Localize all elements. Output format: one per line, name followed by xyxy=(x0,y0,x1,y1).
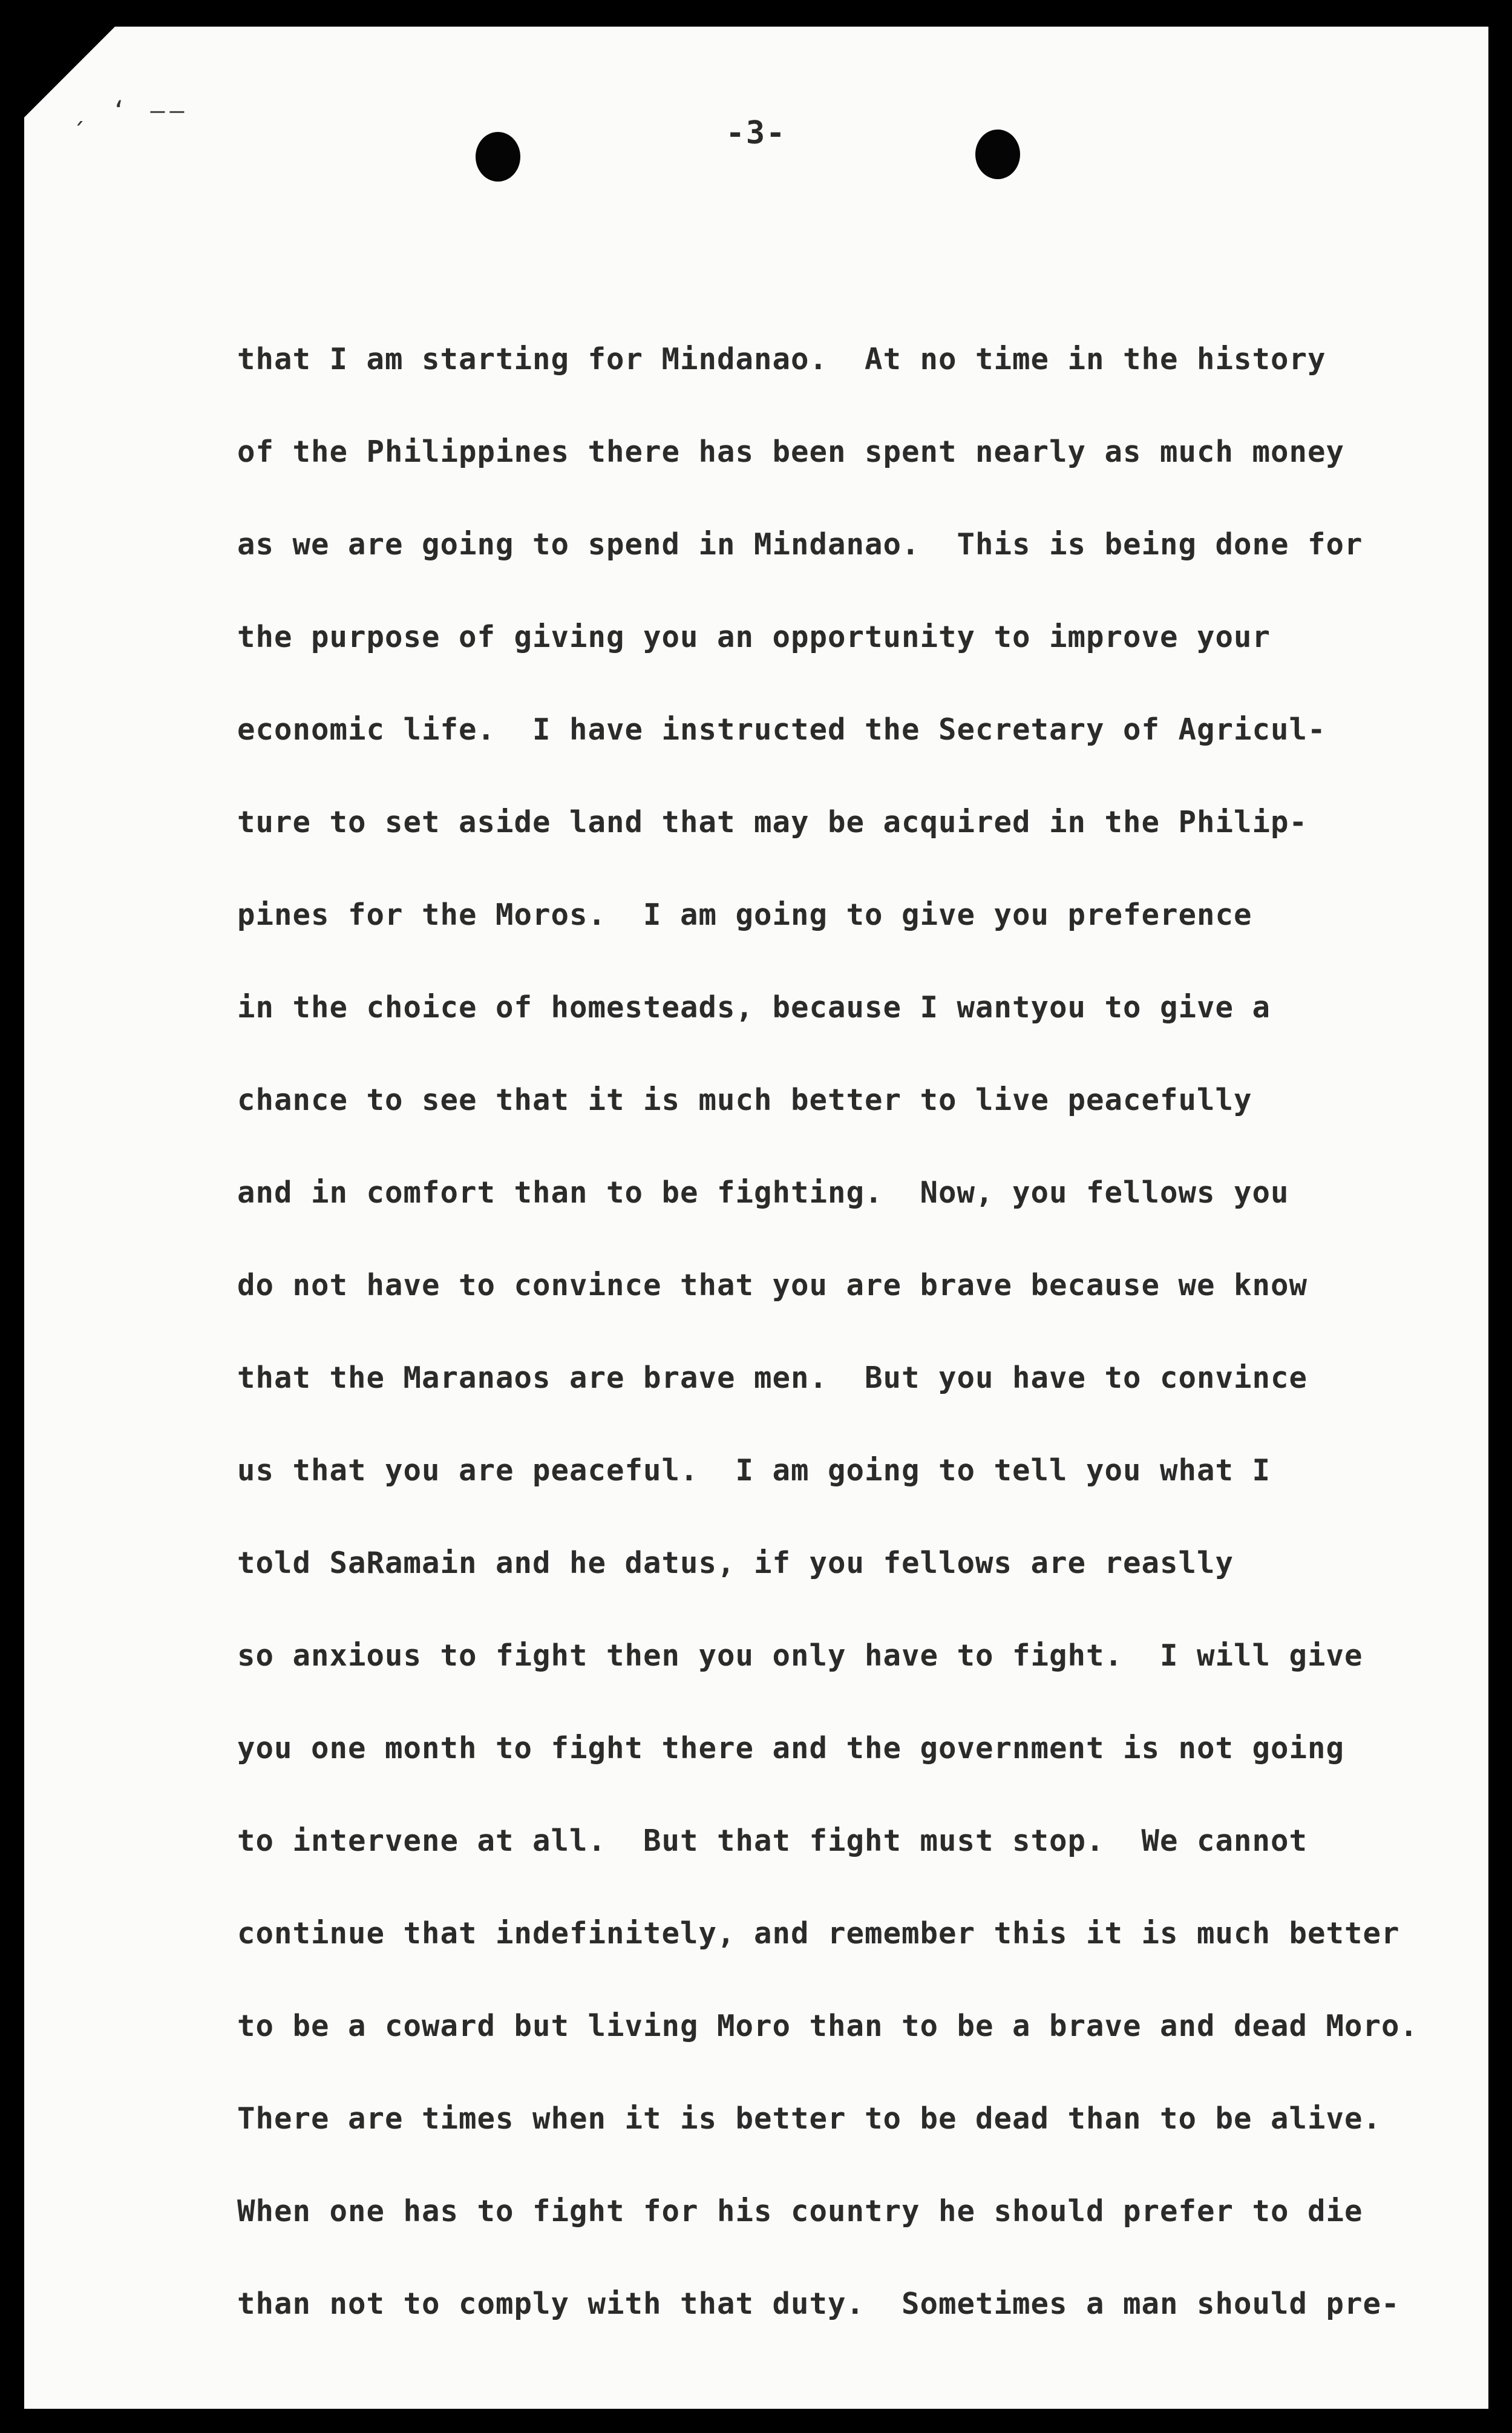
text-line: you one month to fight there and the government is not going xyxy=(237,1731,1345,1765)
text-line: to be a coward but living Moro than to be a brave and dead Moro. xyxy=(237,2009,1419,2043)
text-line: pines for the Moros. I am going to give you preference xyxy=(237,898,1252,932)
text-line: of the Philippines there has been spent nearly as much money xyxy=(237,435,1345,469)
text-line: that the Maranaos are brave men. But you have to convince xyxy=(237,1361,1308,1395)
text-line: us that you are peaceful. I am going to tell you what I xyxy=(237,1453,1271,1488)
text-line: When one has to fight for his country he should prefer to die xyxy=(237,2194,1363,2228)
text-line: that I am starting for Mindanao. At no time in the history xyxy=(237,342,1326,376)
text-line: the purpose of giving you an opportunity to improve your xyxy=(237,620,1271,654)
text-line: told SaRamain and he datus, if you fellows are reaslly xyxy=(237,1546,1234,1580)
text-line: to intervene at all. But that fight must stop. We cannot xyxy=(237,1824,1308,1858)
page-number: -3- xyxy=(725,115,787,151)
text-line: continue that indefinitely, and remember this it is much better xyxy=(237,1916,1400,1951)
text-line: in the choice of homesteads, because I wantyou to give a xyxy=(237,990,1271,1025)
text-line: ture to set aside land that may be acquired in the Philip- xyxy=(237,805,1308,839)
text-line: as we are going to spend in Mindanao. This is being done for xyxy=(237,527,1363,562)
body-text xyxy=(237,337,1419,2374)
text-line: There are times when it is better to be dead than to be alive. xyxy=(237,2101,1382,2136)
text-line: than not to comply with that duty. Sometimes a man should pre- xyxy=(237,2287,1400,2321)
text-line: economic life. I have instructed the Secretary of Agricul- xyxy=(237,712,1326,747)
text-line: so anxious to fight then you only have to fight. I will give xyxy=(237,1638,1363,1673)
text-line: do not have to convince that you are brave because we know xyxy=(237,1268,1308,1302)
corner-marks: ˏ ‘ ‒‒ xyxy=(73,97,189,125)
text-line: chance to see that it is much better to live peacefully xyxy=(237,1083,1252,1117)
text-line: and in comfort than to be fighting. Now, you fellows you xyxy=(237,1175,1289,1210)
